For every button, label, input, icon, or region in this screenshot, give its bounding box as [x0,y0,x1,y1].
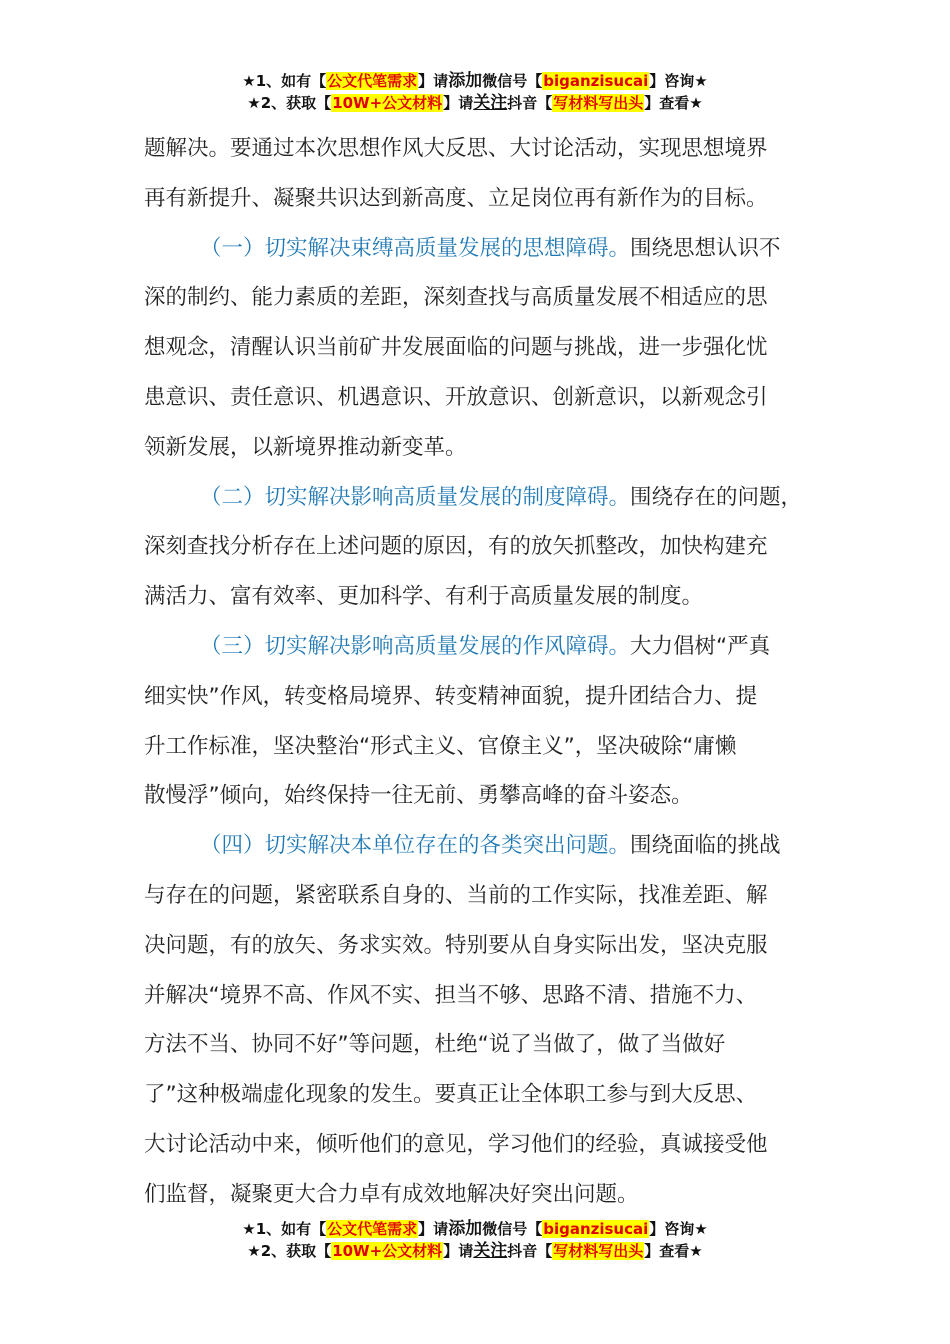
section-heading-3: （三）切实解决影响高质量发展的作风障碍。 [200,633,631,659]
highlight-wechat-id: biganzisucai [543,72,649,90]
document-body [144,124,824,1220]
text-line: 深刻查找分析存在上述问题的原因，有的放矢抓整改，加快构建充 [144,534,768,560]
text-line: 们监督，凝聚更大合力卓有成效地解决好突出问题。 [144,1181,639,1207]
text-line: 再有新提升、凝聚共识达到新高度、立足岗位再有新作为的目标。 [144,185,768,211]
highlight-service: 公文代笔需求 [327,1220,418,1238]
paragraph-4-first-line: （四）切实解决本单位存在的各类突出问题。围绕面临的挑战 [200,833,781,859]
text-line: 散慢浮”倾向，始终保持一往无前、勇攀高峰的奋斗姿态。 [144,783,693,809]
highlight-wechat-id: biganzisucai [543,1220,649,1238]
text-line: 想观念，清醒认识当前矿井发展面临的问题与挑战，进一步强化忧 [144,335,768,361]
section-heading-2: （二）切实解决影响高质量发展的制度障碍。 [200,484,631,510]
highlight-douyin: 写材料写出头 [553,1242,644,1260]
text-line: 题解决。要通过本次思想作风大反思、大讨论活动，实现思想境界 [144,136,768,161]
banner-line-1: ★1、如有【公文代笔需求】请添加微信号【biganzisucai】咨询★ [242,1219,708,1239]
highlight-materials: 10W+公文材料 [332,94,443,112]
highlight-service: 公文代笔需求 [327,72,418,90]
banner-line-2: ★2、获取【10W+公文材料】请关注抖音【写材料写出头】查看★ [247,1241,703,1261]
header-banner [0,70,950,114]
text-line: 领新发展，以新境界推动新变革。 [144,434,467,460]
text-line: 细实快”作风，转变格局境界、转变精神面貌，提升团结合力、提 [144,683,758,709]
paragraph-3-first-line: （三）切实解决影响高质量发展的作风障碍。大力倡树“严真 [200,633,771,659]
paragraph-2-first-line: （二）切实解决影响高质量发展的制度障碍。围绕存在的问题， [200,484,803,510]
text-line: 决问题，有的放矢、务求实效。特别要从自身实际出发，坚决克服 [144,932,768,958]
footer-banner [0,1218,950,1262]
text-line: 与存在的问题，紧密联系自身的、当前的工作实际，找准差距、解 [144,882,768,908]
highlight-materials: 10W+公文材料 [332,1242,443,1260]
banner-line-1: ★1、如有【公文代笔需求】请添加微信号【biganzisucai】咨询★ [242,71,708,91]
text-line: 患意识、责任意识、机遇意识、开放意识、创新意识，以新观念引 [144,384,768,410]
text-line: 并解决“境界不高、作风不实、担当不够、思路不清、措施不力、 [144,982,758,1008]
paragraph-1-first-line: （一）切实解决束缚高质量发展的思想障碍。围绕思想认识不 [200,235,781,261]
text-line: 深的制约、能力素质的差距，深刻查找与高质量发展不相适应的思 [144,285,768,311]
highlight-douyin: 写材料写出头 [553,94,644,112]
text-line: 方法不当、协同不好”等问题，杜绝“说了当做了，做了当做好 [144,1032,726,1058]
text-line: 了”这种极端虚化现象的发生。要真正让全体职工参与到大反思、 [144,1082,758,1108]
section-heading-4: （四）切实解决本单位存在的各类突出问题。 [200,833,631,859]
text-line: 满活力、富有效率、更加科学、有利于高质量发展的制度。 [144,584,704,610]
section-heading-1: （一）切实解决束缚高质量发展的思想障碍。 [200,235,631,261]
text-line: 升工作标准，坚决整治“形式主义、官僚主义”，坚决破除“庸懒 [144,733,737,759]
text-line: 大讨论活动中来，倾听他们的意见，学习他们的经验，真诚接受他 [144,1131,768,1157]
banner-line-2: ★2、获取【10W+公文材料】请关注抖音【写材料写出头】查看★ [247,93,703,113]
